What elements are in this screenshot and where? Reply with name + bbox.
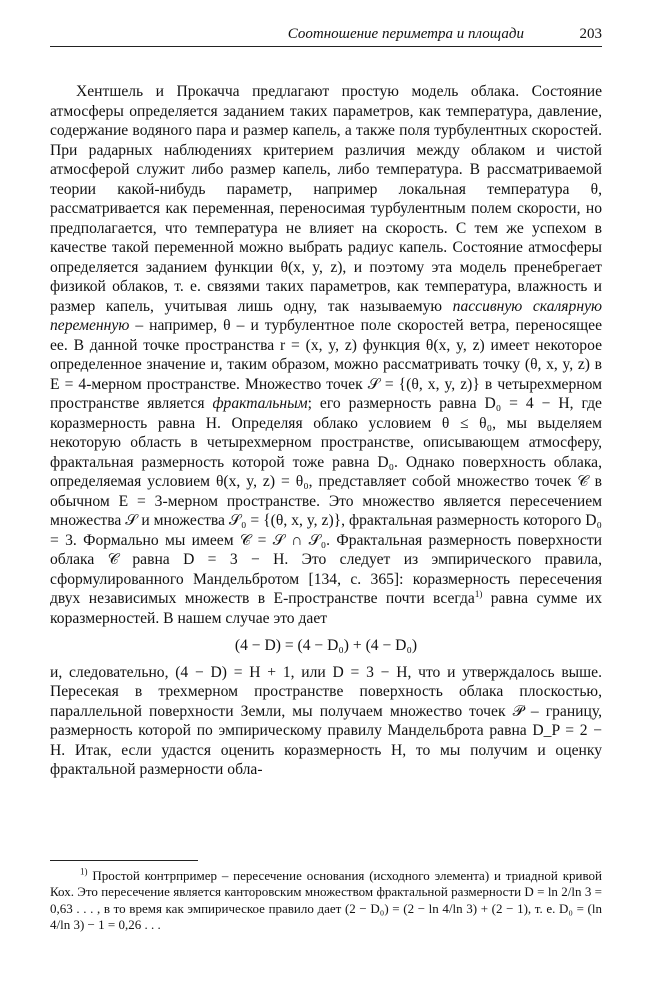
paragraph-2: и, следовательно, (4 − D) = H + 1, или D = 3 − H, что и утверждалось выше. Пересекая в трехмерном пространстве поверхность облака плоскостью, параллельной поверхности Земли, мы получаем множество точек 𝒫 – границу, размерность которой по эмпирическому правилу Мандельброта равна D_P = 2 − H. Итак, если удастся оценить коразмерность H, то мы получим и оценку фрактальной размерности обла- — [50, 663, 602, 778]
page-number: 203 — [579, 26, 602, 42]
footnote-rule — [50, 860, 198, 861]
footnote-marker: 1) — [80, 866, 88, 877]
paragraph-1-part-4: равна сумме их коразмерностей. В нашем случае это дает — [50, 590, 602, 627]
page-header — [50, 24, 602, 47]
footnote-text: Простой контрпример – пересечение основания (исходного элемента) и триадной кривой Кох. Это пересечение является канторовским множеством фрактальной размерности D = ln 2/ln 3 = 0,63 . . . , в то время как эмпирическое правило дает (2 − D₀) = (2 − ln 4/ln 3) + (2 − 1), т. е. D₀ = (ln 4/ln 3) − 1 = 0,26 . . . — [50, 868, 602, 932]
footnote-reference: 1) — [474, 588, 483, 599]
running-title: Соотношение периметра и площади — [287, 26, 524, 42]
term-fractal: фрактальным — [212, 395, 308, 412]
paragraph-1-part-2: – например, θ – и турбулентное поле скоростей ветра, переносящее ее. В данной точке пространства r = (x, y, z) функция θ(x, y, z) имеет некоторое определенное значение и, таким образом, можно рассматривать точку (θ, x, y, z) в E = 4-мерном пространстве. Множество точек 𝒮 = {(θ, x, y, z)} в четырехмерном пространстве является — [50, 317, 602, 412]
display-formula: (4 − D) = (4 − D₀) + (4 − D₀) — [234, 637, 418, 654]
main-text — [50, 82, 602, 780]
footnote — [50, 868, 602, 933]
term-passive-scalar: пассивную скалярную переменную — [50, 297, 602, 334]
paragraph-1-part-3: ; его размерность равна D₀ = 4 − H, где коразмерность равна H. Определяя облако условием θ ≤ θ₀, мы выделяем некоторую область в четырехмерном пространстве, описывающем атмосферу, фрактальная размерность которой тоже равна D₀. Однако поверхность облака, определяемая условием θ(x, y, z) = θ₀, представляет собой множество точек 𝒞 в обычном E = 3-мерном пространстве. Это множество является пересечением множества 𝒮 и множества 𝒮₀ = {(θ, x, y, z)}, фрактальная размерность которого D₀ = 3. Формально мы имеем 𝒞 = 𝒮 ∩ 𝒮₀. Фрактальная размерность поверхности облака 𝒞 равна D = 3 − H. Это следует из эмпирического правила, сформулированного Мандельбротом [134, с. 365]: коразмерность пересечения двух независимых множеств в E-пространстве почти всегда — [50, 395, 602, 607]
paragraph-1-part-1: Хентшель и Прокачча предлагают простую модель облака. Состояние атмосферы определяется заданием таких параметров, как температура, давление, содержание водяного пара и размер капель, а также поля турбулентных скоростей. При радарных наблюдениях критерием различия между облаком и чистой атмосферой служит либо размер капель, либо температура. В рассматриваемой теории какой-нибудь параметр, например локальная температура θ, рассматривается как переменная, переносимая турбулентным полем скорости, но предполагается, что температура не влияет на скорость. С тем же успехом в качестве такой переменной можно выбрать радиус капель. Состояние атмосферы определяется заданием функции θ(x, y, z), и поэтому эта модель пренебрегает физикой облаков, т. е. связями таких параметров, как температура, влажность и размер капель, учитывая лишь одну, так называемую — [50, 83, 602, 315]
paragraph-1 — [50, 82, 602, 628]
